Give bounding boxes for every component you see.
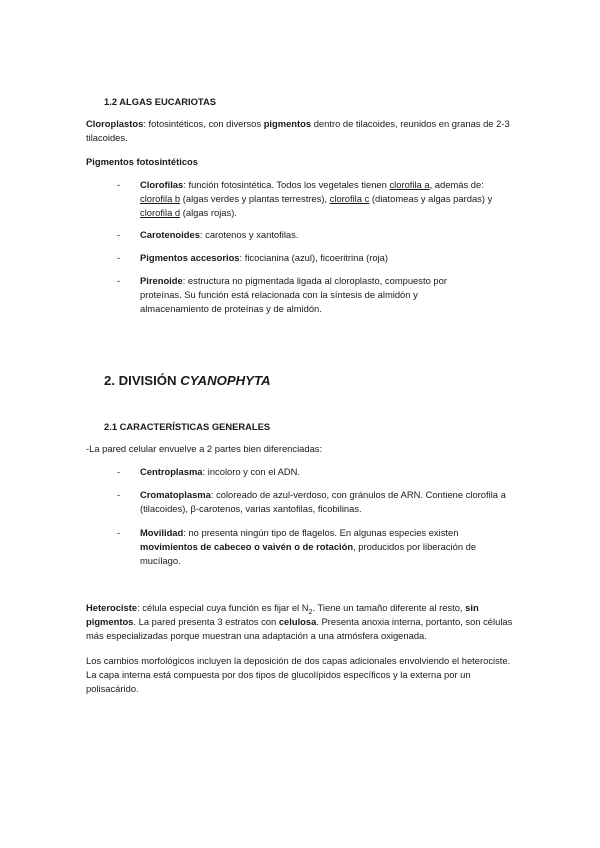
cromatoplasma-text: : coloreado de azul-verdoso, con gránulos de ARN. Contiene clorofila a (tilacoides), β-carotenos, varias xantofilas, ficobilinas. <box>140 489 506 514</box>
clorofila-d-underlined: clorofila d <box>140 207 181 218</box>
centroplasma-term: Centroplasma <box>140 466 203 477</box>
clorofilas-text-3: (algas verdes y plantas terrestres), <box>180 193 330 204</box>
bullet-dash: - <box>117 489 121 500</box>
centroplasma-item <box>140 465 514 479</box>
heading-2-prefix: 2. DIVISIÓN <box>104 373 181 388</box>
bullet-dash: - <box>117 527 121 538</box>
clorofila-a-underlined: clorofila a <box>389 179 430 190</box>
heading-2-italic: CYANOPHYTA <box>180 373 271 388</box>
accesorios-text: : ficocianina (azul), ficoeritrina (roja) <box>239 252 389 263</box>
carotenoides-term: Carotenoides <box>140 229 200 240</box>
pared-intro: -La pared celular envuelve a 2 partes bien diferenciadas: <box>86 443 323 454</box>
pirenoide-text: : estructura no pigmentada ligada al cloroplasto, compuesto por proteínas. Su función está relacionada con la síntesis de almidón y almacenamiento de proteínas y de almidón. <box>140 275 447 314</box>
section-heading-2-1: 2.1 CARACTERÍSTICAS GENERALES <box>104 421 271 432</box>
pigmentos-bold: pigmentos <box>263 118 312 129</box>
clorofilas-text-5: (algas rojas). <box>180 207 237 218</box>
cambios-paragraph: Los cambios morfológicos incluyen la deposición de dos capas adicionales envolviendo el heterociste. La capa interna está compuesta por dos tipos de glucolípidos específicos y la externa por un polisacárido. <box>86 655 511 694</box>
bullet-dash: - <box>117 179 121 190</box>
heterociste-text-2: . Tiene un tamaño diferente al resto, <box>312 602 466 613</box>
bullet-dash: - <box>117 466 121 477</box>
accesorios-term: Pigmentos accesorios <box>140 252 240 263</box>
pirenoide-term: Pirenoide <box>140 275 183 286</box>
clorofilas-term: Clorofilas <box>140 179 184 190</box>
pirenoide-item <box>140 274 480 316</box>
movilidad-text-2: , producidos por liberación de mucílago. <box>140 541 477 566</box>
heterociste-text-1: : célula especial cuya función es fijar el N <box>137 602 309 613</box>
cloroplastos-paragraph <box>86 117 516 145</box>
n2-subscript: 2 <box>308 608 313 616</box>
cromatoplasma-item <box>140 488 514 516</box>
heterociste-term: Heterociste <box>86 602 138 613</box>
heterociste-paragraph <box>86 601 516 643</box>
movilidad-term: Movilidad <box>140 527 184 538</box>
clorofilas-text-1: : función fotosintética. Todos los vegetales tienen <box>183 179 390 190</box>
clorofilas-item <box>140 178 514 220</box>
bullet-dash: - <box>117 229 121 240</box>
carotenoides-item <box>140 228 514 242</box>
bullet-dash: - <box>117 275 121 286</box>
section-heading-1-2: 1.2 ALGAS EUCARIOTAS <box>104 96 216 107</box>
bullet-dash: - <box>117 252 121 263</box>
heterociste-text-3: . La pared presenta 3 estratos con <box>133 616 279 627</box>
centroplasma-text: : incoloro y con el ADN. <box>202 466 300 477</box>
clorofila-c-underlined: clorofila c <box>329 193 370 204</box>
sin-pigmentos-bold: sin pigmentos <box>86 602 479 627</box>
heterociste-text-4: . Presenta anoxia interna, portanto, son células más especializadas porque muestran una adaptación a una atmósfera oxigenada. <box>86 616 513 641</box>
cromatoplasma-term: Cromatoplasma <box>140 489 211 500</box>
cloroplastos-term: Cloroplastos <box>86 118 144 129</box>
carotenoides-text: : carotenos y xantofilas. <box>199 229 299 240</box>
celulosa-bold: celulosa <box>278 616 317 627</box>
clorofilas-text-4: (diatomeas y algas pardas) y <box>369 193 493 204</box>
movimientos-bold: movimientos de cabeceo o vaivén o de rotación <box>140 541 354 552</box>
section-heading-2 <box>104 372 271 390</box>
clorofilas-text-2: , además de: <box>429 179 484 190</box>
movilidad-item <box>140 526 500 568</box>
pigmentos-heading: Pigmentos fotosintéticos <box>86 156 198 167</box>
cloroplastos-text-1: : fotosintéticos, con diversos <box>143 118 264 129</box>
accesorios-item <box>140 251 514 265</box>
clorofila-b-underlined: clorofila b <box>140 193 181 204</box>
cloroplastos-text-2: dentro de tilacoides, reunidos en granas de 2-3 tilacoides. <box>86 118 510 143</box>
movilidad-text-1: : no presenta ningún tipo de flagelos. En algunas especies existen <box>183 527 459 538</box>
